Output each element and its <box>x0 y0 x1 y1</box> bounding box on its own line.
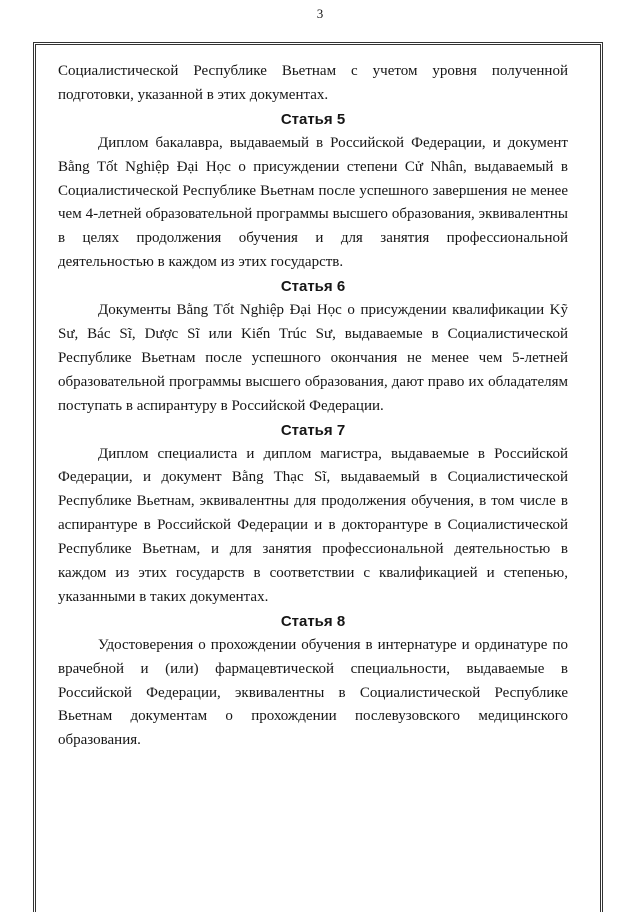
article-6-paragraph: Документы Bằng Tốt Nghiệp Đại Học о присуждении квалификации Kỹ Sư, Bác Sĩ, Dược Sĩ или Kiến Trúc Sư, выдаваемые в Социалистической Республике Вьетнам после успешного окончания не менее чем 5-летней образовательной программы высшего образования, дают право их обладателям поступать в аспирантуру в Российской Федерации. <box>58 302 568 414</box>
paragraph-continuation: Социалистической Республике Вьетнам с учетом уровня полученной подготовки, указанной в этих документах. <box>58 63 568 103</box>
article-7-paragraph: Диплом специалиста и диплом магистра, выдаваемые в Российской Федерации, и документ Bằng Thạc Sĩ, выдаваемый в Социалистической Республике Вьетнам, эквивалентны для продолжения обучения, в том числе в аспирантуре в Российской Федерации и в докторантуре в Социалистической Республике Вьетнам, и для занятия профессиональной деятельностью в каждом из этих государств в соответствии с квалификацией и степенью, указанными в таких документах. <box>58 445 568 605</box>
article-5-paragraph: Диплом бакалавра, выдаваемый в Российской Федерации, и документ Bằng Tốt Nghiệp Đại Học о присуждении степени Cử Nhân, выдаваемый в Социалистической Республике Вьетнам после успешного завершения не менее чем 4-летней образовательной программы высшего образования, эквивалентны в целях продолжения обучения и для занятия профессиональной деятельностью в каждом из этих государств. <box>58 134 568 271</box>
page-number: 3 <box>316 6 324 21</box>
article-8-heading: Статья 8 <box>280 612 346 630</box>
document-body <box>58 60 568 753</box>
article-7-heading: Статья 7 <box>280 421 346 439</box>
article-5-heading: Статья 5 <box>280 110 346 128</box>
article-6-heading: Статья 6 <box>280 278 346 296</box>
article-8-paragraph: Удостоверения о прохождении обучения в интернатуре и ординатуре по врачебной и (или) фармацевтической специальности, выдаваемые в Российской Федерации, эквивалентны в Социалистической Республике Вьетнам документам о прохождении послевузовского медицинского образования. <box>58 636 568 749</box>
